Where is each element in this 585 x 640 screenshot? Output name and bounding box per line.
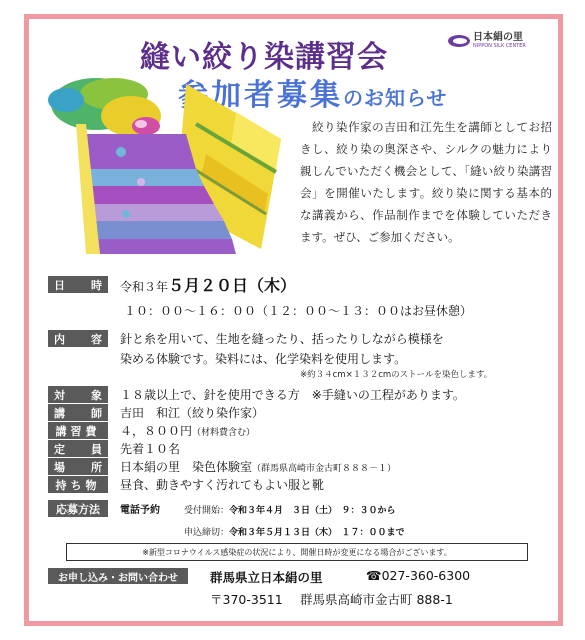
- contact-phone: ☎027-360-6300: [366, 568, 471, 583]
- silk-scarf-image: [36, 64, 286, 259]
- logo-mark-icon: [448, 35, 470, 47]
- contact-postal: 〒370-3511: [210, 592, 283, 607]
- time-value: １０：００～１６：００（１２：００～１３：００はお昼休憩）: [124, 304, 473, 318]
- venue-value: 日本絹の里 染色体験室（群馬県高崎市金古町８８８－１）: [120, 460, 397, 474]
- logo-subtext: NIPPON SILK CENTER: [473, 43, 526, 49]
- bring-value: 昼食、動きやすく汚れてもよい服と靴: [120, 478, 325, 492]
- capacity-value: 先着１０名: [120, 442, 181, 456]
- apply-label: 応募方法: [48, 500, 108, 517]
- intro-paragraph: 絞り染作家の吉田和江先生を講師としてお招きし、絞り染の奥深さや、シルクの魅力により親しんでいただく機会として、「縫い絞り染講習会」を開催いたします。絞り染に関する基本的な講義から、作品制作までを体験していただきます。ぜひ、ご参加ください。: [300, 120, 552, 244]
- venue-label: 場 所: [48, 458, 108, 475]
- date-value: 令和３年５月２０日（木）: [120, 276, 297, 295]
- contact-address: 群馬県高崎市金古町 888-1: [300, 592, 453, 607]
- logo-text: 日本絹の里: [473, 32, 523, 43]
- apply-deadline: 申込締切：令和３年５月１３日（木） １７：００まで: [184, 528, 405, 538]
- capacity-row: [48, 440, 180, 457]
- bring-row: [48, 476, 324, 493]
- instructor-label: 講 師: [48, 404, 108, 421]
- instructor-row: [48, 404, 264, 421]
- venue-row: [48, 458, 396, 475]
- poster-title: 縫い絞り染講習会: [140, 40, 388, 75]
- scarf-knot: [48, 78, 161, 136]
- subtitle-small: のお知らせ: [343, 86, 448, 110]
- apply-start: 受付開始：令和３年４月 ３日（土） ９：３０から: [184, 506, 396, 516]
- subtitle-main: 参加者募集: [178, 78, 343, 113]
- contact-org: 群馬県立日本絹の里: [210, 570, 323, 585]
- fee-value: ４，８００円（材料費含む）: [120, 424, 256, 438]
- fee-label: 講習費: [48, 422, 108, 439]
- contact-label: お申し込み・お問い合わせ: [48, 568, 188, 584]
- content-row: [48, 330, 444, 347]
- apply-row: [48, 500, 160, 517]
- content-line-2: 染める体験です。染料には、化学染料を使用します。: [120, 352, 407, 366]
- target-label: 対 象: [48, 386, 108, 403]
- fee-row: [48, 422, 255, 439]
- date-label: 日 時: [48, 276, 108, 293]
- target-row: [48, 386, 465, 403]
- content-line-1: 針と糸を用いて、生地を縫ったり、括ったりしながら模様を: [120, 332, 444, 346]
- covid-notice: ※新型コロナウイルス感染症の状況により、開催日時が変更になる場合がございます。: [66, 543, 528, 561]
- bring-label: 持ち物: [48, 476, 108, 493]
- nippon-silk-center-logo: [448, 30, 536, 52]
- target-value: １８歳以上で、針を使用できる方 ※手縫いの工程があります。: [120, 388, 465, 402]
- date-row: [48, 276, 296, 293]
- apply-method: 電話予約: [120, 505, 160, 516]
- content-label: 内 容: [48, 330, 108, 347]
- capacity-label: 定 員: [48, 440, 108, 457]
- content-note: ※約３４cm×１３２cmのストールを染色します。: [300, 370, 493, 380]
- instructor-value: 吉田 和江（絞り染作家）: [120, 406, 265, 420]
